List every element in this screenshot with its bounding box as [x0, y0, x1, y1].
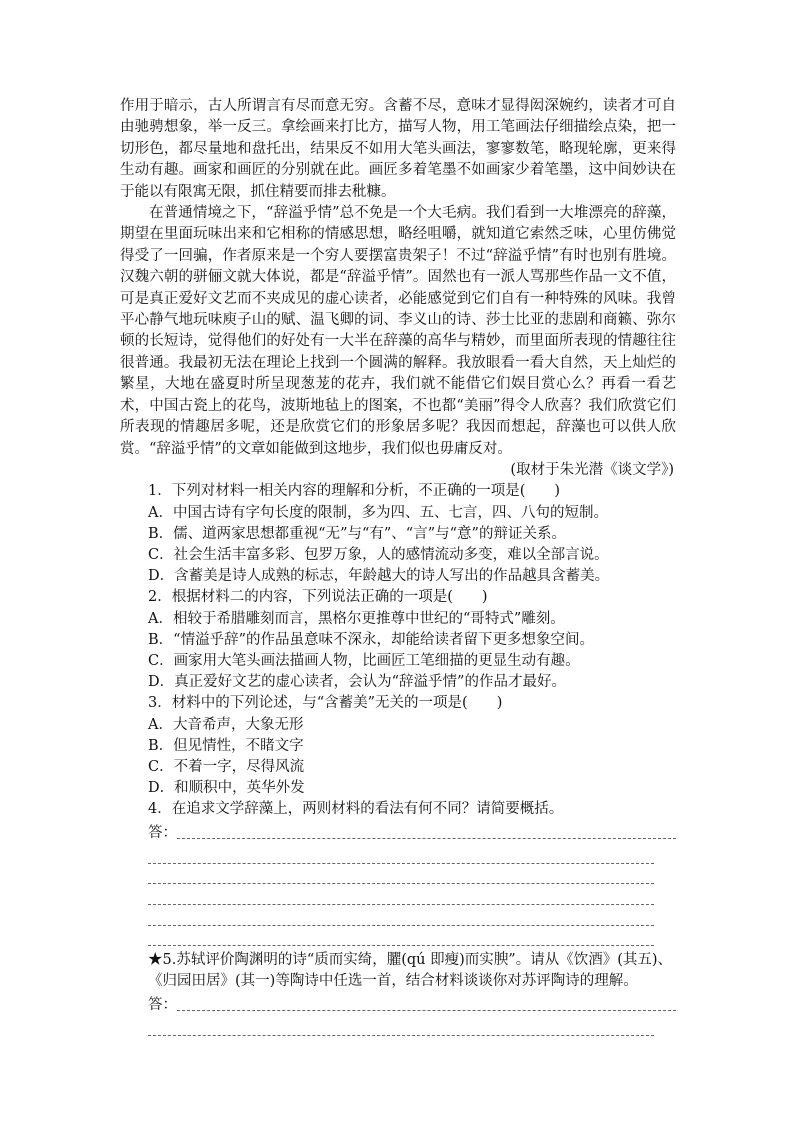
option-b: B．但见情性，不睹文字 [148, 737, 304, 754]
option-a: A．中国古诗有字句长度的限制，多为四、五、七言，四、八句的短制。 [148, 504, 608, 521]
answer-label: 答： [148, 997, 177, 1014]
document-content [120, 96, 676, 1036]
question-stem: 2．根据材料二的内容，下列说法正确的一项是( ) [148, 589, 488, 606]
question-stem: 4．在追求文学辞藻上，两则材料的看法有何不同？请简要概括。 [148, 801, 564, 818]
answer-line[interactable] [148, 926, 654, 947]
question-4 [120, 799, 676, 946]
answer-line[interactable] [148, 864, 654, 885]
question-2 [120, 587, 676, 693]
question-stem: 1．下列对材料一相关内容的理解和分析，不正确的一项是( ) [148, 483, 561, 500]
answer-line[interactable] [148, 884, 654, 905]
answer-first-line[interactable] [120, 823, 676, 844]
question-3 [120, 693, 676, 799]
option-a: A．相较于希腊雕刻而言，黑格尔更推尊中世纪的“哥特式”雕刻。 [148, 610, 565, 627]
answer-area[interactable] [120, 995, 676, 1036]
answer-line[interactable] [148, 905, 654, 926]
option-d: D．真正爱好文艺的虚心读者，会认为“辞溢乎情”的作品才最好。 [148, 674, 566, 691]
option-c: C．画家用大笔头画法描画人物，比画匠工笔细描的更显生动有趣。 [148, 652, 580, 669]
paragraph-1: 作用于暗示，古人所谓言有尽而意无穷。含蓄不尽，意味才显得闳深婉约，读者才可自由驰骋想象，举一反三。拿绘画来打比方，描写人物，用工笔画法仔细描绘点染，把一切形色，都尽量地和盘托出，结果反不如用大笔头画法，寥寥数笔，略现轮廓，更来得生动有趣。画家和画匠的分别就在此。画匠多着笔墨不如画家少着笔墨，这中间妙诀在于能以有限寓无限，抓住精要而排去秕糠。 [120, 98, 676, 200]
option-c: C．社会生活丰富多彩、包罗万象，人的感情流动多变，难以全部言说。 [148, 546, 609, 563]
question-1 [120, 481, 676, 587]
answer-line[interactable] [148, 843, 654, 864]
option-c: C．不着一字，尽得风流 [148, 758, 305, 775]
question-5 [120, 950, 676, 1036]
option-b: B．儒、道两家思想都重视“无”与“有”、“言”与“意”的辩证关系。 [148, 525, 566, 542]
answer-line[interactable] [148, 1015, 654, 1036]
answer-first-line[interactable] [120, 995, 676, 1016]
answer-line[interactable] [177, 1010, 676, 1011]
answer-line[interactable] [177, 838, 676, 839]
answer-label: 答： [148, 825, 177, 842]
option-b: B．“情溢乎辞”的作品虽意味不深永，却能给读者留下更多想象空间。 [148, 631, 594, 648]
source-citation: (取材于朱光潜《谈文学》) [510, 461, 674, 478]
option-a: A．大音希声，大象无形 [148, 716, 304, 733]
question-stem: 3．材料中的下列论述，与“含蓄美”无关的一项是( ) [148, 695, 503, 712]
option-d: D．和顺积中，英华外发 [148, 780, 305, 797]
paragraph-2: 在普通情境之下，“辞溢乎情”总不免是一个大毛病。我们看到一大堆漂亮的辞藻，期望在里面玩味出来和它相称的情感思想，略经咀嚼，就知道它索然乏味，心里仿佛觉得受了一回骗，作者原来是一个穷人要摆富贵架子！不过“辞溢乎情”有时也别有胜境。汉魏六朝的骈俪文就大体说，都是“辞溢乎情”。固然也有一派人骂那些作品一文不值，可是真正爱好文艺而不夹成见的虚心读者，必能感觉到它们自有一种特殊的风味。我曾平心静气地玩味庾子山的赋、温飞卿的词、李义山的诗、莎士比亚的悲剧和商籁、弥尔顿的长短诗，觉得他们的好处有一大半在辞藻的高华与精妙，而里面所表现的情趣往往很普通。我最初无法在理论上找到一个圆满的解释。我放眼看一看大自然，天上灿烂的繁星，大地在盛夏时所呈现葱茏的花卉，我们就不能借它们娱目赏心么？再看一看艺术，中国古瓷上的花鸟，波斯地毡上的图案，不也都“美丽”得令人欣喜？我们欣赏它们所表现的情趣居多呢，还是欣赏它们的形象居多呢？我因而想起，辞藻也可以供人欣赏。“辞溢乎情”的文章如能做到这地步，我们似也毋庸反对。 [120, 205, 676, 457]
question-stem: ★5.苏轼评价陶渊明的诗“质而实绮，臞(qú 即瘦)而实腴”。请从《饮酒》(其五)、《归园田居》(其一)等陶诗中任选一首，结合材料谈谈你对苏评陶诗的理解。 [148, 952, 673, 990]
answer-area[interactable] [120, 823, 676, 947]
option-d: D．含蓄美是诗人成熟的标志，年龄越大的诗人写出的作品越具含蓄美。 [148, 568, 610, 585]
